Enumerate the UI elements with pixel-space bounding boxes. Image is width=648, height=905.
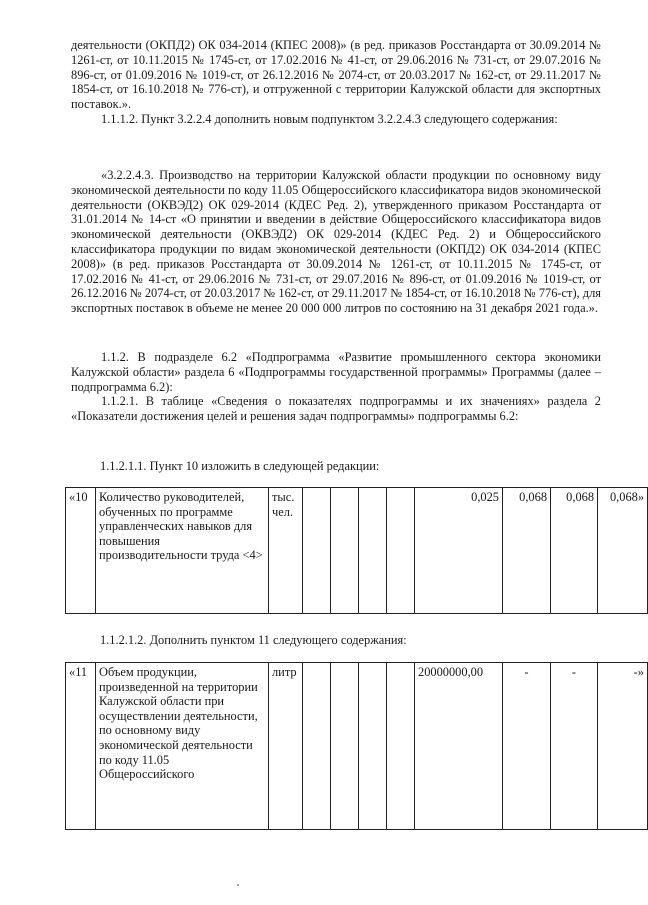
empty-cell bbox=[359, 663, 387, 830]
empty-cell bbox=[359, 488, 387, 614]
table-row bbox=[66, 488, 648, 614]
value-cell: 0,068» bbox=[598, 488, 648, 614]
value-cell: 0,025 bbox=[415, 488, 503, 614]
value-cell: 20000000,00 bbox=[415, 663, 503, 830]
unit-cell: литр bbox=[269, 663, 303, 830]
value-cell: - bbox=[551, 663, 598, 830]
empty-cell bbox=[331, 488, 359, 614]
text-block-top bbox=[71, 38, 601, 127]
paragraph-3-2-2-4-3: «3.2.2.4.3. Производство на территории Калужской области продукции по основному виду экономической деятельности по коду 11.05 Общероссийского классификатора видов экономической деятельности (ОКВЭД2) ОК 029-2014 (КДЕС Ред. 2), утвержденного приказом Росстандарта от 31.01.2014 № 14-ст «О принятии и введении в действие Общероссийского классификатора видов экономической деятельности (ОКВЭД2) ОК 029-2014 (КДЕС Ред. 2) и Общероссийского классификатора продукции по видам экономической деятельности (ОКПД2) ОК 034-2014 (КПЕС 2008)» (в ред. приказов Росстандарта от 30.09.2014 № 1261-ст, от 10.11.2015 № 1745-ст, от 17.02.2016 № 41-ст, от 29.06.2016 № 731-ст, от 29.07.2016 № 896-ст, от 01.09.2016 № 1019-ст, от 26.12.2016 № 2074-ст, от 20.03.2017 № 162-ст, от 29.11.2017 № 1854-ст, от 16.10.2018 № 776-ст), для экспортных поставок в объеме не менее 20 000 000 литров по состоянию на 31 декабря 2021 года.». bbox=[71, 168, 601, 316]
unit-cell: тыс. чел. bbox=[269, 488, 303, 614]
value-cell: 0,068 bbox=[503, 488, 551, 614]
text-block-middle bbox=[71, 168, 601, 316]
value-cell: -» bbox=[598, 663, 648, 830]
indicator-table-row-10 bbox=[65, 487, 648, 614]
row-number: «11 bbox=[66, 663, 96, 830]
paragraph-1-1-2-1: 1.1.2.1. В таблице «Сведения о показателях подпрограммы и их значениях» раздела 2 «Показатели достижения целей и решения задач подпрограммы» подпрограммы 6.2: bbox=[71, 394, 601, 424]
caption-item-10: 1.1.2.1.1. Пункт 10 изложить в следующей редакции: bbox=[100, 459, 380, 473]
empty-cell bbox=[331, 663, 359, 830]
indicator-name: Количество руководителей, обученных по программе управленческих навыков для повышения производительности труда <4> bbox=[96, 488, 269, 614]
empty-cell bbox=[303, 488, 331, 614]
empty-cell bbox=[387, 488, 415, 614]
row-number: «10 bbox=[66, 488, 96, 614]
empty-cell bbox=[387, 663, 415, 830]
empty-cell bbox=[303, 663, 331, 830]
caption-item-11: 1.1.2.1.2. Дополнить пунктом 11 следующего содержания: bbox=[100, 633, 407, 647]
paragraph-1-1-1-2: 1.1.1.2. Пункт 3.2.2.4 дополнить новым подпунктом 3.2.2.4.3 следующего содержания: bbox=[101, 111, 558, 126]
table-row bbox=[66, 663, 648, 830]
text-block-bottom bbox=[71, 350, 601, 424]
scan-speck bbox=[237, 884, 239, 886]
indicator-table-row-11 bbox=[65, 662, 648, 830]
paragraph-1-1-2: 1.1.2. В подразделе 6.2 «Подпрограмма «Развитие промышленного сектора экономики Калужской области» раздела 6 «Подпрограммы государственной программы» Программы (далее – подпрограмма 6.2): bbox=[71, 350, 601, 394]
value-cell: 0,068 bbox=[551, 488, 598, 614]
value-cell: - bbox=[503, 663, 551, 830]
indicator-name: Объем продукции, произведенной на территории Калужской области при осуществлении деятельности, по основному виду экономической деятельности по коду 11.05 Общероссийского bbox=[96, 663, 269, 830]
paragraph-continuation: деятельности (ОКПД2) ОК 034-2014 (КПЕС 2008)» (в ред. приказов Росстандарта от 30.09.2014 № 1261-ст, от 10.11.2015 № 1745-ст, от 17.02.2016 № 41-ст, от 29.06.2016 № 731-ст, от 29.07.2016 № 896-ст, от 01.09.2016 № 1019-ст, от 26.12.2016 № 2074-ст, от 20.03.2017 № 162-ст, от 29.11.2017 № 1854-ст, от 16.10.2018 № 776-ст), и отгруженной с территории Калужской области для экспортных поставок.». bbox=[71, 38, 601, 112]
